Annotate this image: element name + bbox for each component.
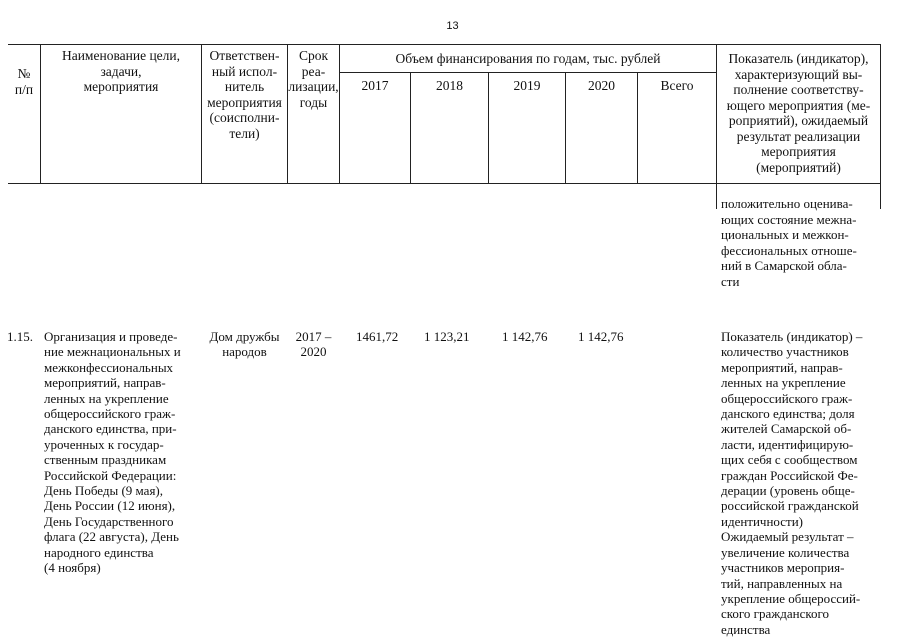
row-value-2018: 1 123,21 <box>424 329 470 344</box>
row-indicator: Показатель (индикатор) – количество участников мероприятий, направ- ленных на укрепление общероссийского граж- данского единства; доля жителей Самарской об- ласти, идентифицирую- щих себя с сообществом граждан Российской Фе- дерации (уровень обще- российской гражданской идентичности) Ожидаемый результат – увеличение количества участников мероприя- тий, направленных на укрепление общероссий- ского гражданского единства <box>721 329 863 637</box>
header-year-2019: 2019 <box>513 78 541 93</box>
header-indicator: Показатель (индикатор), характеризующий вы- полнение соответству- ющего мероприятия (ме- роприятий), ожидаемый результат реализации мероприятия (мероприятий) <box>726 51 871 175</box>
row-responsible: Дом дружбы народов <box>209 329 280 360</box>
row-value-2017: 1461,72 <box>356 329 399 344</box>
row-value-2019: 1 142,76 <box>502 329 548 344</box>
header-term: Срок реа- лизации, годы <box>288 48 339 110</box>
header-year-2018: 2018 <box>436 78 463 93</box>
header-num: № п/п <box>14 66 34 97</box>
row-term: 2017 – 2020 <box>295 329 332 360</box>
header-bottom-border <box>8 183 881 184</box>
header-year-2017: 2017 <box>361 78 389 93</box>
row-name: Организация и проведе- ние межнациональных и межконфессиональных мероприятий, направ- ленных на укрепление общероссийского граж- данского единства, при- уроченных к государ- ственным праздникам Российской Федерации: День Победы (9 мая), День России (12 июня), День Государственного флага (22 августа), День народного единства (4 ноября) <box>44 329 181 576</box>
table-top-border <box>8 44 881 45</box>
row-value-2020: 1 142,76 <box>578 329 624 344</box>
header-responsible: Ответствен- ный испол- нитель мероприятия (соисполни- тели) <box>207 48 282 141</box>
page-number: 13 <box>446 20 459 32</box>
header-year-2020: 2020 <box>588 78 615 93</box>
continuation-indicator-text: положительно оценива- ющих состояние межна- циональных и межкон- фессиональных отноше- ний в Самарской обла- сти <box>721 196 857 289</box>
funding-subheader-line <box>339 72 717 73</box>
header-name: Наименование цели, задачи, мероприятия <box>61 48 181 94</box>
header-total: Всего <box>660 78 694 93</box>
header-funding: Объем финансирования по годам, тыс. рублей <box>395 51 661 66</box>
col-divider-10 <box>880 44 881 209</box>
row-number: 1.15. <box>7 329 33 344</box>
